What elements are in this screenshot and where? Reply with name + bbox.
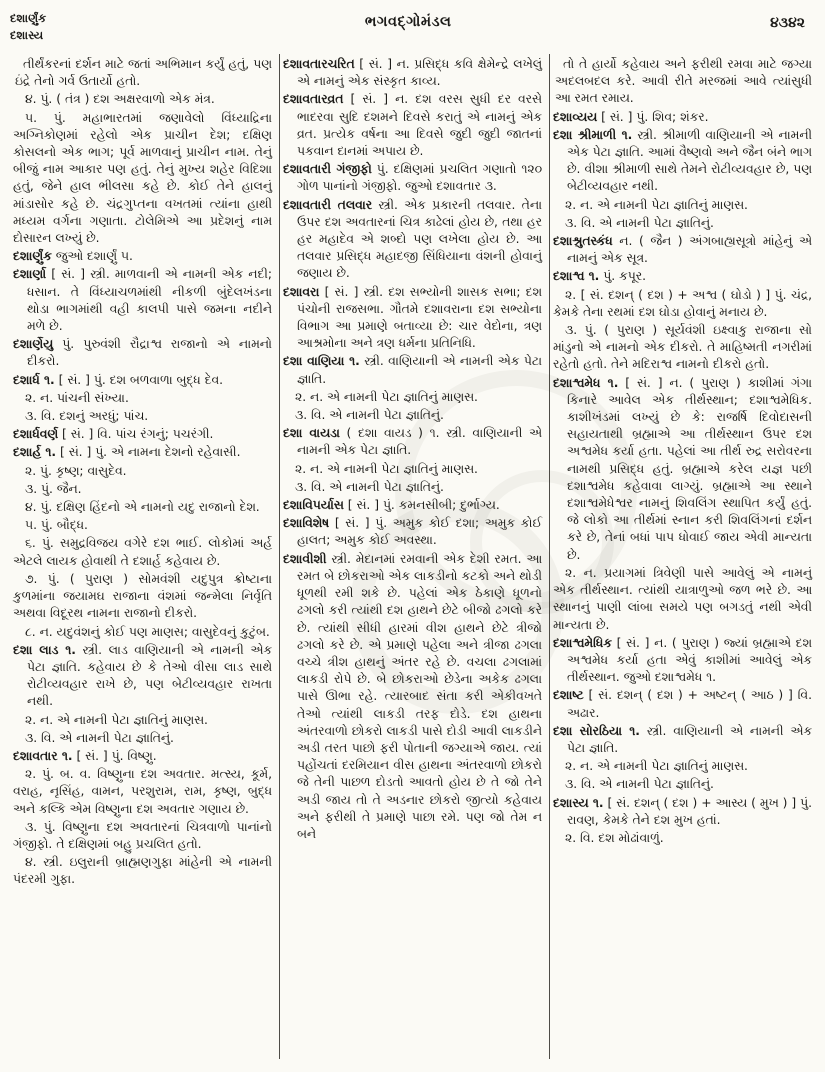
dictionary-entry	[553, 795, 812, 829]
sense-line	[13, 408, 272, 425]
entry-text: ૩. પું. વિષ્ણુના દશ અવતારનાં ચિત્રવાળો પાનાંનો ગંજીફો. તે દક્ષિણમાં બહુ પ્રચલિત હતો.	[13, 819, 272, 851]
text-columns	[10, 54, 819, 1059]
dictionary-entry	[283, 353, 542, 387]
entry-text: ૨. પું. બ. વ. વિષ્ણુના દશ અવતાર. મત્સ્ય, કૂર્મ, વરાહ, નૃસિંહ, વામન, પરશુરામ, રામ, કૃષ્ણ, બુદ્ધ અને કલ્કિ એમ વિષ્ણુના દશ અવતાર ગણાય છે.	[13, 767, 272, 816]
headword: દશાર્ણેયુ	[13, 337, 54, 352]
dictionary-entry	[13, 336, 272, 370]
entry-text: ૩. વિ. દશનું અરધું; પાંચ.	[25, 409, 149, 424]
headword: દશાવિશેષ	[283, 516, 330, 531]
sense-line	[13, 712, 272, 729]
entry-text: ૨. વિ. દશ મોઢાંવાળું.	[565, 830, 664, 845]
headword: દશાર્હ ૧.	[13, 445, 57, 460]
headword: દશાર્ધ ૧.	[13, 372, 55, 387]
dictionary-column	[279, 54, 549, 1059]
entry-text: [ સં. ] પું. અમુક કોઈ દશા; અમુક કોઈ હાલત; અમુક કોઈ અવસ્થા.	[297, 516, 542, 548]
sense-line	[553, 830, 812, 847]
sense-line	[553, 197, 812, 214]
guide-words	[10, 10, 46, 43]
dictionary-entry	[553, 687, 812, 721]
sense-line	[283, 389, 542, 406]
sense-line	[553, 758, 812, 775]
dictionary-entry	[283, 515, 542, 549]
entry-text: પું. પુરુવંશી રૌદ્રાશ્વ રાજાનો એ નામનો દીકરો.	[27, 337, 272, 369]
headword: દશાશ્વ ૧.	[553, 269, 600, 284]
entry-text: ૬. પું. સમુદ્રવિજય વગેરે દશ ભાઈ. લોકોમાં અર્હ એટલે લાયક હોવાથી તે દશાર્હ કહેવાય છે.	[13, 536, 272, 568]
headword: દશાવ્યય	[553, 109, 598, 124]
headword: દશા વાણિયા ૧.	[283, 354, 360, 369]
dictionary-entry	[13, 266, 272, 335]
headword: દશાવતારચરિત	[283, 57, 355, 71]
entry-text: [ સં. ] સ્ત્રી. માળવાની એ નામની એક નદી; ધસાન. તે વિંધ્યાચળમાંથી નીકળી બુંદેલખંડના થોડા ભાગમાંથી વહી કાલપી પાસે જમના નદીને મળે છે.	[27, 267, 272, 334]
dictionary-entry	[553, 268, 812, 285]
sense-line	[553, 322, 812, 374]
sense-line	[553, 215, 812, 232]
entry-text: ૨. ન. પ્રયાગમાં ત્રિવેણી પાસે આવેલું એ નામનું એક તીર્થસ્થાન. ત્યાંથી યાત્રાળુઓ જળ ભરે છે. આ સ્થાનનું પાણી લાંબા સમયે પણ બગડતું નથી એવી માન્યતા છે.	[553, 565, 812, 632]
headword: દશાવતારી તલવાર	[283, 197, 373, 212]
entry-text: [ સં. ] પું. શિવ; શંકર.	[597, 109, 709, 124]
dictionary-entry	[283, 197, 542, 283]
sense-line	[13, 110, 272, 248]
sense-line	[13, 854, 272, 888]
dictionary-entry	[13, 748, 272, 765]
dictionary-entry	[283, 91, 542, 160]
entry-text: ૩. પું. જૈન.	[25, 481, 82, 496]
entry-text: ૮. ન. યદુવંશનું કોઈ પણ માણસ; વાસુદેવનું કુટુંબ.	[25, 624, 270, 639]
dictionary-entry	[283, 497, 542, 514]
dictionary-entry	[283, 425, 542, 459]
sense-line	[283, 407, 542, 424]
headword: દશાશ્રુતસ્કંધ	[553, 234, 613, 249]
entry-text: [ સં. ] સ્ત્રી. દશ સભ્યોની શાસક સભા; દશ પંચોની રાજસભા. ગૌતમે દશાવરાના દશ સભ્યોના વિભાગ આ પ્રમાણે બતાવ્યા છે: ચાર વેદોના, ત્રણ આશ્રમોના અને ત્રણ ધર્મના પ્રતિનિધિ.	[297, 284, 542, 351]
sense-line	[13, 766, 272, 818]
dictionary-entry	[283, 284, 542, 353]
headword: દશા શ્રીમાળી ૧.	[553, 127, 633, 142]
entry-text: [ સં. દશન્ ( દશ ) + આસ્ય ( મુખ ) ] પું. રાવણ, કેમકે તેને દશ મુખ હતાં.	[567, 795, 812, 827]
dictionary-entry	[283, 551, 542, 843]
entry-text: [ સં. ] ન. દશ વરસ સુધી દર વરસે ભાદરવા સુદિ દશમને દિવસે કરાતું એ નામનું એક વ્રત. પ્રત્યેક વર્ષના આ દિવસે જુદી જુદી જાતનાં પકવાન દાનમાં અપાય છે.	[297, 92, 542, 159]
entry-text: સ્ત્રી. લાડ વાણિયાની એ નામની એક પેટા જ્ઞાતિ. કહેવાય છે કે તેઓ વીસા લાડ સાથે રોટીવ્યવહાર રાખે છે, પણ બેટીવ્યવહાર રાખતા નથી.	[27, 642, 273, 709]
entry-text: ૨. ન. એ નામની પેટા જ્ઞાતિનું માણસ.	[565, 197, 748, 212]
entry-text: ૨. ન. એ નામની પેટા જ્ઞાતિનું માણસ.	[295, 389, 478, 404]
dictionary-entry	[553, 127, 812, 196]
entry-text: સ્ત્રી. વાણિયાની એ નામની એક પેટા જ્ઞાતિ.	[567, 723, 812, 755]
headword: દશાવતારી ગંજીફો	[283, 162, 372, 177]
dictionary-entry	[553, 233, 812, 267]
headword: દશાશ્વમેધ ૧.	[553, 375, 619, 390]
sense-line	[13, 91, 272, 108]
entry-text: [ સં. ] ન. પ્રસિદ્ધ કવિ ક્ષેમેન્દ્રે લખેલું એ નામનું એક સંસ્કૃત કાવ્ય.	[297, 57, 542, 89]
sense-line	[13, 481, 272, 498]
sense-line	[13, 624, 272, 641]
entry-text: પું. દક્ષિણમાં પ્રચલિત ગણાતો ૧૨૦ ગોળ પાનાંનો ગંજીફો. જુઓ દશાવતાર ૩.	[297, 162, 542, 194]
sense-line	[13, 730, 272, 747]
sense-line	[13, 463, 272, 480]
entry-text: [ સં. ] પું. એ નામના દેશનો રહેવાસી.	[56, 445, 241, 460]
sense-line	[283, 461, 542, 478]
dictionary-entry	[13, 444, 272, 461]
continuation-text	[553, 56, 812, 108]
entry-text: [ સં. ] ન. ( પુરાણ ) જ્યાં બ્રહ્માએ દશ અશ્વમેધ કર્યા હતા એવું કાશીમાં આવેલું એક તીર્થસ્થાન. જુઓ દશાશ્વમેધ ૧.	[567, 635, 812, 685]
dictionary-entry	[553, 723, 812, 757]
entry-text: [ સં. ] ન. ( પુરાણ ) કાશીમાં ગંગા કિનારે આવેલ એક તીર્થસ્થાન; દશાશ્વમેધિક. કાશીખંડમાં લખ્યું છે કે: રાજર્ષિ દિવોદાસની સહાયતાથી બ્રહ્માએ આ તીર્થસ્થાન ઉપર દશ અશ્વમેધ કર્યા હતા. પહેલાં આ તીર્થ રુદ્ર સરોવરના નામથી પ્રસિદ્ધ હતું. બ્રહ્માએ કરેલ યજ્ઞ પછી દશાશ્વમેધ કહેવાવા લાગ્યું. બ્રહ્માએ આ સ્થાને દશાશ્વમેધેશ્વર નામનું શિવલિંગ સ્થાપિત કર્યું હતું. જે લોકો આ તીર્થમાં સ્નાન કરી શિવલિંગનાં દર્શન કરે છે, તેનાં બધાં પાપ ધોવાઈ જાય એવી માન્યતા છે.	[567, 375, 812, 562]
headword: દશાવિપર્યાસ	[283, 498, 344, 513]
entry-text: ૨. ન. એ નામની પેટા જ્ઞાતિનું માણસ.	[25, 712, 208, 727]
entry-text: તો તે હાર્યો કહેવાય અને ફરીથી રમવા માટે જગ્યા અદલબદલ કરે. આવી રીતે મરજમાં આવે ત્યાંસુધી આ રમત રમાય.	[555, 57, 812, 106]
entry-text: ૩. વિ. એ નામની પેટા જ્ઞાતિનું.	[295, 408, 444, 423]
dictionary-entry	[553, 109, 812, 126]
entry-text: જુઓ દશાર્ણું ૫.	[51, 249, 133, 264]
headword: દશાસ્ય ૧.	[553, 795, 604, 810]
page-header	[10, 10, 819, 54]
headword: દશાશ્વમેધિક	[553, 635, 612, 650]
headword: દશાર્ધવર્ણ	[13, 427, 59, 442]
page-number: ૪૩૪૨	[770, 15, 805, 31]
dictionary-entry	[553, 375, 812, 564]
guide-word-top: દશાર્ણુંક	[10, 11, 47, 25]
sense-line	[283, 479, 542, 496]
dictionary-entry	[13, 426, 272, 443]
entry-text: ૨. [ સં. દશન્ ( દશ ) + અશ્વ ( ઘોડો ) ] પું. ચંદ્ર, કેમકે તેના રથમાં દશ ઘોડા હોવાનું મનાય છે.	[553, 287, 812, 319]
entry-text: ( દશા વાયડ ) ૧. સ્ત્રી. વાણિયાની એ નામની એક પેટા જ્ઞાતિ.	[297, 426, 542, 458]
entry-text: [ સં. ] પું. દશ બળવાળા બુદ્ધ દેવ.	[54, 372, 224, 387]
sense-line	[13, 517, 272, 534]
dictionary-entry	[283, 56, 542, 90]
dictionary-entry	[13, 372, 272, 389]
entry-text: ૪. પું. ( તંત્ર ) દશ અક્ષરવાળો એક મંત્ર.	[25, 92, 215, 107]
entry-text: ૭. પું. ( પુરાણ ) સોમવંશી યદુપુત્ર ક્રોષ્ટાના કુળમાંના જયામઘ રાજાના વંશમાં જન્મેલા નિર્વૃતિ અથવા વિદૂરથ નામના રાજાનો દીકરો.	[13, 571, 272, 621]
dictionary-column	[10, 54, 279, 1059]
entry-text: સ્ત્રી. વાણિયાની એ નામની એક પેટા જ્ઞાતિ.	[297, 354, 542, 386]
sense-line	[553, 287, 812, 321]
dictionary-column	[549, 54, 819, 1059]
entry-text: [ સં. ] પું. વિષ્ણુ.	[72, 748, 157, 763]
headword: દશા સોરઠિયા ૧.	[553, 723, 640, 738]
sense-line	[13, 571, 272, 623]
headword: દશાષ્ટ	[553, 688, 584, 703]
headword: દશા વાયડા	[283, 426, 340, 441]
entry-text: ૩. વિ. એ નામની પેટા જ્ઞાતિનું.	[565, 215, 714, 230]
entry-text: [ સં. દશન્ ( દશ ) + અષ્ટન્ ( આઠ ) ] વિ. અઢાર.	[567, 688, 812, 720]
entry-text: પું. કપૂર.	[599, 269, 646, 284]
entry-text: ૩. પું. ( પુરાણ ) સૂર્યવંશી ઇક્ષ્વાકુ રાજાના સો માંડુનો એ નામનો એક દીકરો. તે માહિષ્મતી નગરીમાં રહેતો હતો. તેને મદિરાશ્વ નામનો દીકરો હતો.	[553, 323, 812, 372]
entry-text: ૨. ન. એ નામની પેટા જ્ઞાતિનું માણસ.	[295, 461, 478, 476]
dictionary-entry	[283, 161, 542, 195]
continuation-text	[13, 56, 272, 90]
sense-line	[13, 819, 272, 853]
entry-text: ૩. વિ. એ નામની પેટા જ્ઞાતિનું.	[295, 479, 444, 494]
sense-line	[553, 776, 812, 793]
sense-line	[553, 565, 812, 634]
entry-text: સ્ત્રી. એક પ્રકારની તલવાર. તેના ઉપર દશ અવતારનાં ચિત્ર કાઢેલાં હોય છે, તથા હર હર મહાદેવ એ શબ્દો પણ લખેલા હોય છે. આ તલવાર પ્રસિદ્ધ મહાદજી સિંધિયાના વંશની હોવાનું જણાય છે.	[297, 197, 542, 281]
entry-text: [ સં. ] પું. કમનસીબી; દુર્ભાગ્ય.	[343, 498, 500, 513]
entry-text: ૫. પું. બૌદ્ધ.	[25, 518, 88, 533]
headword: દશાવરા	[283, 284, 320, 299]
dictionary-entry	[13, 248, 272, 265]
entry-text: સ્ત્રી. મેદાનમાં રમવાની એક દેશી રમત. આ રમત બે છોકરાઓ એક લાકડીનો કટકો અને થોડી ધૂળથી રમી શકે છે. પહેલાં એક ઠેકાણે ધૂળનો ઢગલો કરી ત્યાંથી દશ હાથને છેટે બીજો ઢગલો કરે છે. ત્યાંથી સીધી હારમાં વીશ હાથને છેટે ત્રીજો ઢગલો કરે છે. એ પ્રમાણે પહેલા અને ત્રીજા ઢગલા વચ્ચે ત્રીશ હાથનું અંતર રહે છે. વચલા ઢગલામાં લાકડી રોપે છે. બે છોકરાઓ છેડેના અકેક ઢગલા પાસે ઊભા રહે. ત્યારબાદ સંતા કરી એકીવખતે તેઓ ત્યાંથી લાકડી તરફ દોડે. દશ હાથના અંતરવાળો છોકરો લાકડી પાસે દોડી આવી લાકડીને અડી તરત પાછો ફરી પોતાની જગ્યાએ જાય. ત્યાં પહોંચતાં દરમિયાન વીસ હાથના અંતરવાળો છોકરો જે તેની પાછળ દોડતો આવતો હોય છે તે જો તેને અડી જાય તો તે અડનાર છોકરો જીત્યો કહેવાય અને ફરીથી તે પ્રમાણે પાછા રમે. પણ જો તેમ ન બને	[297, 551, 542, 841]
entry-text: ૫. પું. મહાભારતમાં જણાવેલો વિંધ્યાદ્રિના અગ્નિકોણમાં રહેલો એક પ્રાચીન દેશ; દક્ષિણ કોસલનો એક ભાગ; પૂર્વ માળવાનું પ્રાચીન નામ. તેનું બીજું નામ આકાર પણ હતું. તેનું મુખ્ય શહેર વિદિશા હતું, જેને હાલ ભીલસા કહે છે. કોઈ તેને હાલનું માંડાસોર કહે છે. ચંદ્રગુપ્તના વખતમાં ત્યાંના હાથી મધ્યમ વર્ગના ગણાતા. ટોલેમિએ આ પ્રદેશનું નામ દોસારન લખ્યું છે.	[13, 110, 272, 246]
headword: દશાર્ણુંક	[13, 249, 52, 264]
entry-text: ન. ( જૈન ) અંગબાહ્યસૂત્રો માંહેનું એ નામનું એક સૂત્ર.	[567, 234, 812, 266]
entry-text: ૪. પું. દક્ષિણ હિંદનો એ નામનો યદુ રાજાનો દેશ.	[25, 500, 260, 515]
headword: દશાર્ણા	[13, 267, 47, 282]
book-title: ભગવદ્ગોમંડલ	[364, 14, 452, 30]
sense-line	[13, 499, 272, 516]
entry-text: ૨. પું. કૃષ્ણ; વાસુદેવ.	[25, 463, 127, 478]
dictionary-entry	[13, 642, 272, 711]
entry-text: ૩. વિ. એ નામની પેટા જ્ઞાતિનું.	[25, 730, 174, 745]
entry-text: [ સં. ] વિ. પાંચ રંગનું; પચરંગી.	[58, 427, 214, 442]
headword: દશાવતારવ્રત	[283, 92, 344, 107]
headword: દશાવીશી	[283, 551, 327, 566]
entry-text: તીર્થંકરનાં દર્શન માટે જતાં અભિમાન કર્યું હતું, પણ ઇંદ્રે તેનો ગર્વ ઉતાર્યો હતો.	[15, 57, 272, 89]
dictionary-entry	[553, 635, 812, 687]
guide-word-bottom: દશાસ્ય	[10, 27, 44, 42]
entry-text: ૨. ન. પાંચની સંખ્યા.	[25, 390, 129, 405]
entry-text: ૪. સ્ત્રી. ઇલુરાની બ્રાહ્મણગુફા માંહેની એ નામની પંદરમી ગુફા.	[13, 855, 272, 887]
sense-line	[13, 535, 272, 569]
entry-text: ૩. વિ. એ નામની પેટા જ્ઞાતિનું.	[565, 777, 714, 792]
sense-line	[13, 390, 272, 407]
headword: દશા લાડ ૧.	[13, 642, 76, 657]
entry-text: ૨. ન. એ નામની પેટા જ્ઞાતિનું માણસ.	[565, 759, 748, 774]
entry-text: સ્ત્રી. શ્રીમાળી વાણિયાની એ નામની એક પેટા જ્ઞાતિ. આમાં વૈષ્ણવો અને જૈન બંને ભાગ છે. વીશા શ્રીમાળી સાથે તેમને રોટીવ્યવહાર છે, પણ બેટીવ્યવહાર નથી.	[567, 127, 813, 194]
headword: દશાવતાર ૧.	[13, 748, 73, 763]
